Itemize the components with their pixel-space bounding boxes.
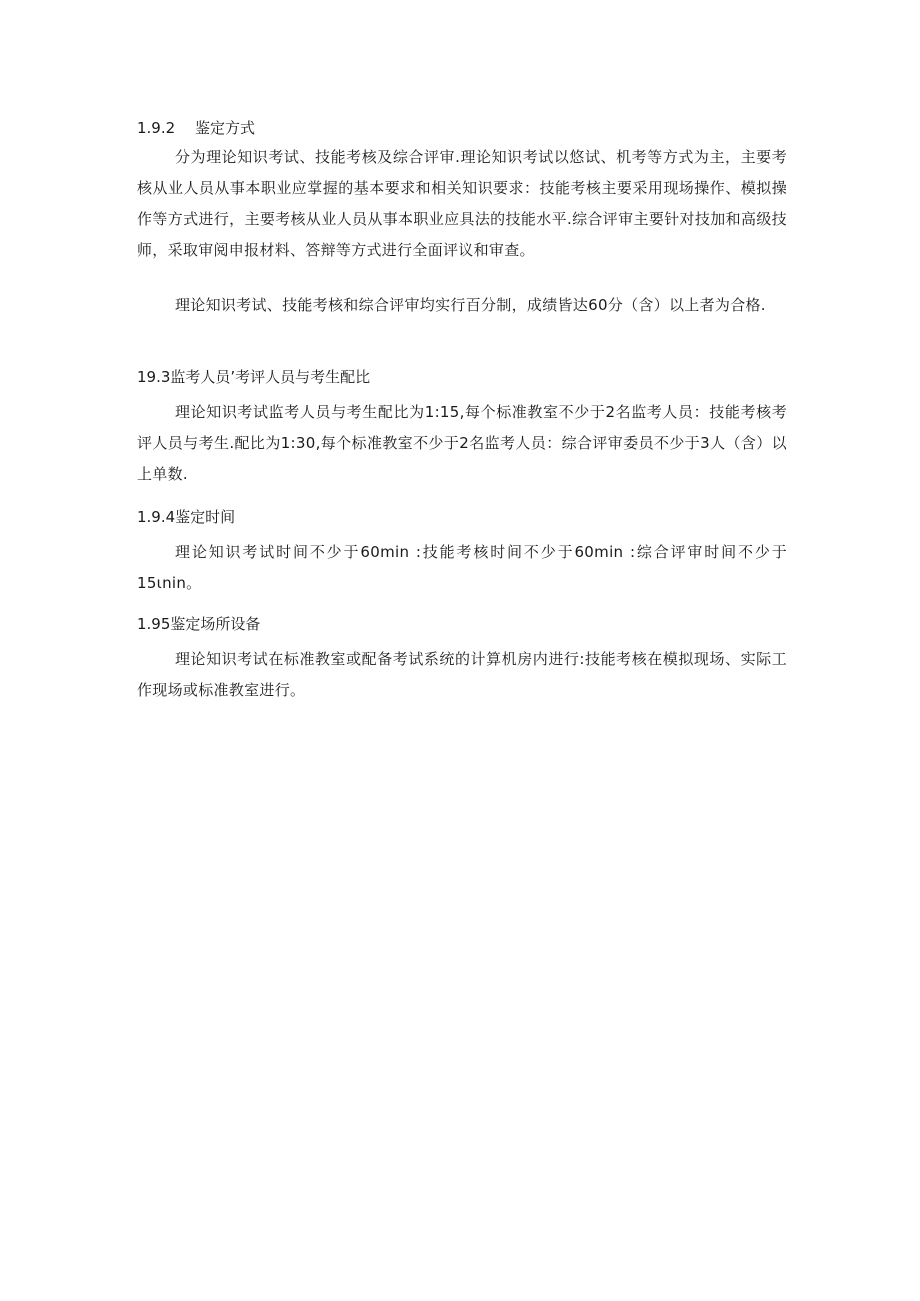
section-heading-19-3 <box>137 367 370 387</box>
section-heading-1-9-4 <box>137 507 235 527</box>
paragraph-assessment-time: 理论知识考试时间不少于60min :技能考核时间不少于60min :综合评审时间不少于15ιnin。 <box>137 543 787 592</box>
paragraph-passing-score: 理论知识考试、技能考核和综合评审均实行百分制，成绩皆达60分（含）以上者为合格. <box>175 296 766 314</box>
section-title: 监考人员’考评人员与考生配比 <box>170 368 371 386</box>
section-title: 鉴定场所设备 <box>170 615 261 633</box>
paragraph-venue-equipment: 理论知识考试在标准教室或配备考试系统的计算机房内进行:技能考核在模拟现场、实际工作现场或标准教室进行。 <box>137 650 787 699</box>
section-heading-1-9-5 <box>137 614 260 634</box>
section-number: 1.95 <box>137 615 171 633</box>
section-number: 1.9.2 <box>137 119 176 137</box>
paragraph-assessment-methods: 分为理论知识考试、技能考核及综合评审.理论知识考试以悠试、机考等方式为主，主要考核从业人员从事本职业应掌握的基本要求和相关知识要求：技能考核主要采用现场操作、模拟操作等方式进行，主要考核从业人员从事本职业应具法的技能水平.综合评审主要针对技加和高级技师，采取审阅申报材料、答辩等方式进行全面评议和审查。 <box>137 148 787 259</box>
paragraph-proctor-ratio: 理论知识考试监考人员与考生配比为1:15,每个标准教室不少于2名监考人员：技能考核考评人员与考生.配比为1:30,每个标准教室不少于2名监考人员：综合评审委员不少于3人（含）以上单数. <box>137 403 787 483</box>
section-number: 1.9.4 <box>137 508 176 526</box>
section-title: 鉴定方式 <box>195 119 256 137</box>
section-heading-1-9-2 <box>137 118 255 138</box>
section-title: 鉴定时间 <box>175 508 236 526</box>
section-number: 19.3 <box>137 368 171 386</box>
